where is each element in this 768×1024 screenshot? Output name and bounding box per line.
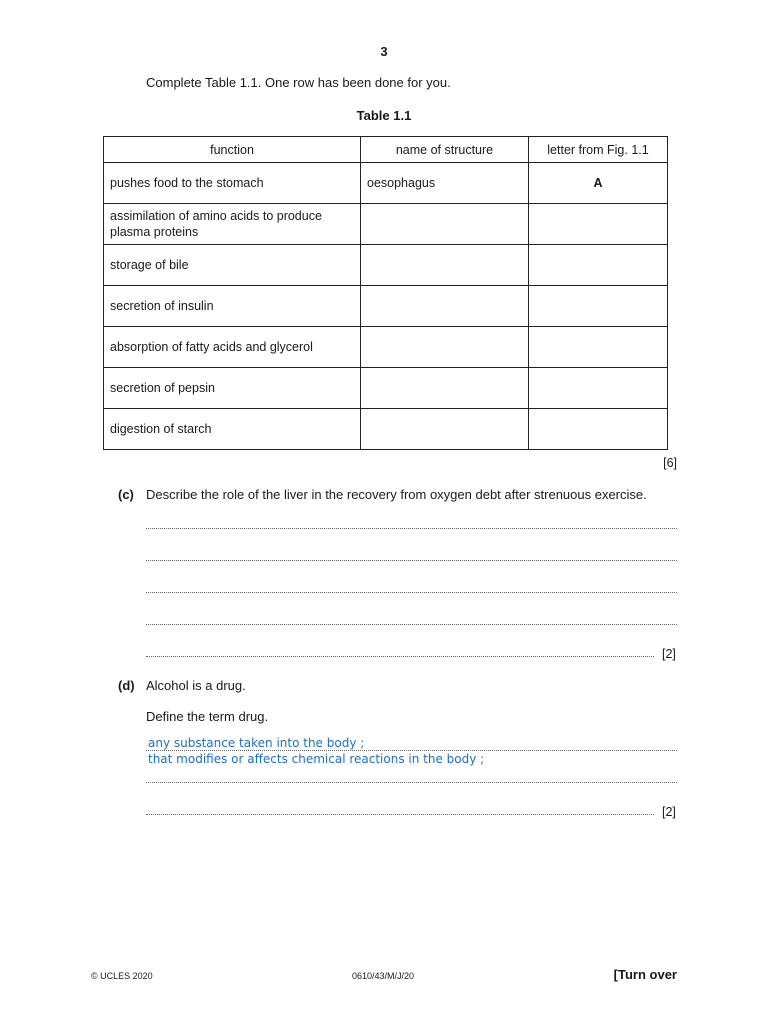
answer-line-c-3[interactable] xyxy=(146,592,677,593)
structure-table xyxy=(103,136,668,450)
function-cell: secretion of pepsin xyxy=(104,368,361,409)
answer-line-c-1[interactable] xyxy=(146,528,677,529)
structure-cell[interactable] xyxy=(361,286,529,327)
letter-cell[interactable] xyxy=(529,368,668,409)
answer-line-d-2[interactable] xyxy=(146,782,677,783)
function-cell: digestion of starch xyxy=(104,409,361,450)
letter-cell[interactable]: A xyxy=(529,163,668,204)
question-c-text: Describe the role of the liver in the recovery from oxygen debt after strenuous exercise. xyxy=(146,487,647,502)
letter-cell[interactable] xyxy=(529,409,668,450)
table-row xyxy=(104,163,668,204)
question-d-marks: [2] xyxy=(662,805,676,819)
function-cell: storage of bile xyxy=(104,245,361,286)
header-letter: letter from Fig. 1.1 xyxy=(529,137,668,163)
table-marks: [6] xyxy=(663,456,677,470)
function-cell: pushes food to the stomach xyxy=(104,163,361,204)
letter-cell[interactable] xyxy=(529,286,668,327)
function-cell: assimilation of amino acids to produce plasma proteins xyxy=(104,204,361,245)
function-cell: secretion of insulin xyxy=(104,286,361,327)
letter-cell[interactable] xyxy=(529,327,668,368)
answer-line-c-4[interactable] xyxy=(146,624,677,625)
answer-line-c-2[interactable] xyxy=(146,560,677,561)
footer-copyright: © UCLES 2020 xyxy=(91,971,153,981)
answer-line-d-1[interactable] xyxy=(146,750,677,751)
handwritten-answer-line-1: any substance taken into the body ; xyxy=(148,736,365,750)
header-structure: name of structure xyxy=(361,137,529,163)
question-c-marks: [2] xyxy=(662,647,676,661)
question-d-prompt: Define the term drug. xyxy=(146,709,269,724)
page-number: 3 xyxy=(380,44,388,59)
header-function: function xyxy=(104,137,361,163)
table-caption: Table 1.1 xyxy=(356,108,412,123)
structure-cell[interactable] xyxy=(361,204,529,245)
function-cell: absorption of fatty acids and glycerol xyxy=(104,327,361,368)
letter-cell[interactable] xyxy=(529,245,668,286)
question-c-label: (c) xyxy=(118,487,134,502)
table-row xyxy=(104,245,668,286)
structure-cell[interactable] xyxy=(361,245,529,286)
structure-cell[interactable] xyxy=(361,409,529,450)
handwritten-answer-line-2: that modifies or affects chemical reactions in the body ; xyxy=(148,752,485,766)
question-d-text: Alcohol is a drug. xyxy=(146,678,246,693)
question-d-label: (d) xyxy=(118,678,135,693)
table-header-row xyxy=(104,137,668,163)
answer-line-c-5[interactable] xyxy=(146,656,654,657)
table-row xyxy=(104,286,668,327)
table-row xyxy=(104,368,668,409)
table-row xyxy=(104,204,668,245)
footer-paper-code: 0610/43/M/J/20 xyxy=(352,971,415,981)
answer-line-d-3[interactable] xyxy=(146,814,654,815)
structure-cell[interactable]: oesophagus xyxy=(361,163,529,204)
structure-cell[interactable] xyxy=(361,327,529,368)
footer-turn-over: [Turn over xyxy=(613,967,677,982)
structure-cell[interactable] xyxy=(361,368,529,409)
instruction-text: Complete Table 1.1. One row has been done for you. xyxy=(146,75,451,90)
table-row xyxy=(104,327,668,368)
letter-cell[interactable] xyxy=(529,204,668,245)
table-row xyxy=(104,409,668,450)
